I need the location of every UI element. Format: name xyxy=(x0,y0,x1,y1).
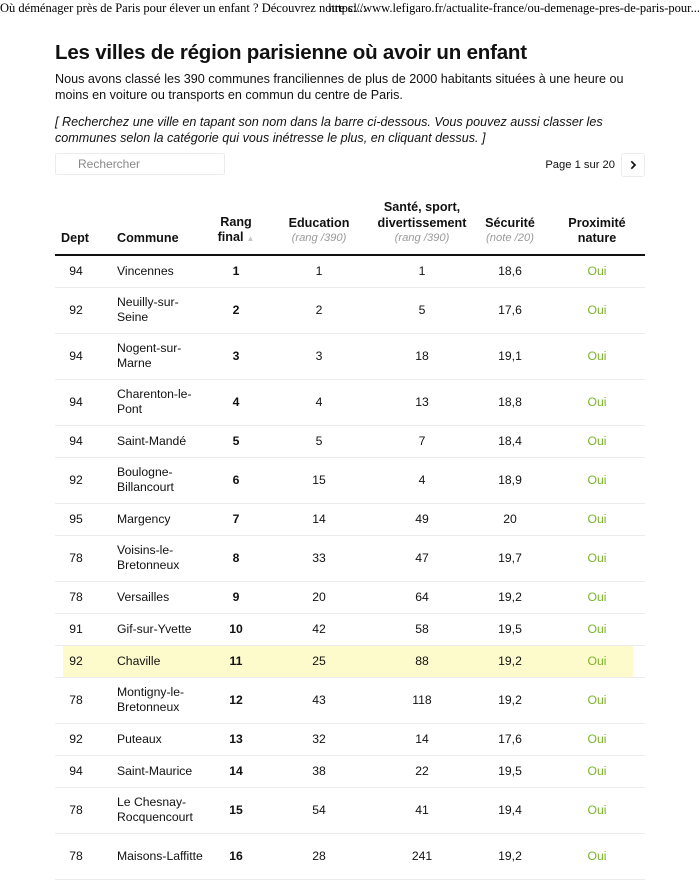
securite-cell: 19,7 xyxy=(471,535,549,581)
commune-cell: Le Chesnay-Rocquencourt xyxy=(97,787,207,833)
table-row xyxy=(55,723,645,755)
commune-cell: Maisons-Laffitte xyxy=(97,833,207,879)
nature-cell: Oui xyxy=(549,255,645,288)
dept-cell: 78 xyxy=(55,677,97,723)
rang-cell: 4 xyxy=(207,379,265,425)
sante-cell: 41 xyxy=(373,787,471,833)
nature-cell: Oui xyxy=(549,425,645,457)
sante-cell: 4 xyxy=(373,457,471,503)
nature-cell: Oui xyxy=(549,833,645,879)
sante-cell: 58 xyxy=(373,613,471,645)
table-row xyxy=(55,457,645,503)
securite-cell: 19,1 xyxy=(471,333,549,379)
sante-cell: 49 xyxy=(373,503,471,535)
sante-cell: 14 xyxy=(373,723,471,755)
dept-cell: 78 xyxy=(55,787,97,833)
commune-cell: Charenton-le-Pont xyxy=(97,379,207,425)
commune-cell: Puteaux xyxy=(97,723,207,755)
education-cell: 14 xyxy=(265,503,373,535)
education-cell: 15 xyxy=(265,457,373,503)
page-title: Les villes de région parisienne où avoir un enfant xyxy=(55,41,527,64)
education-cell: 5 xyxy=(265,425,373,457)
nature-cell: Oui xyxy=(549,333,645,379)
education-cell: 20 xyxy=(265,581,373,613)
page-indicator: Page 1 sur 20 xyxy=(545,159,615,171)
sante-cell: 241 xyxy=(373,833,471,879)
nature-cell: Oui xyxy=(549,535,645,581)
dept-cell: 94 xyxy=(55,333,97,379)
table-row xyxy=(55,581,645,613)
table-row xyxy=(55,287,645,333)
rang-cell: 2 xyxy=(207,287,265,333)
securite-cell: 17,6 xyxy=(471,723,549,755)
dept-cell: 95 xyxy=(55,503,97,535)
print-page-url: https://www.lefigaro.fr/actualite-france/ou-demenage-pres-de-paris-pour... xyxy=(328,1,700,15)
column-header-rang[interactable]: Rang final ▲ xyxy=(207,200,265,255)
rang-cell: 15 xyxy=(207,787,265,833)
table-row xyxy=(55,613,645,645)
table-row xyxy=(55,787,645,833)
sante-cell: 118 xyxy=(373,677,471,723)
education-cell: 54 xyxy=(265,787,373,833)
rang-cell: 10 xyxy=(207,613,265,645)
nature-cell: Oui xyxy=(549,287,645,333)
dept-cell: 92 xyxy=(55,723,97,755)
education-cell: 38 xyxy=(265,755,373,787)
securite-cell: 18,4 xyxy=(471,425,549,457)
sante-cell: 64 xyxy=(373,581,471,613)
securite-cell: 19,2 xyxy=(471,581,549,613)
chevron-right-icon xyxy=(628,160,638,170)
dept-cell: 92 xyxy=(55,457,97,503)
rang-cell: 9 xyxy=(207,581,265,613)
print-header xyxy=(0,0,700,16)
commune-cell: Gif-sur-Yvette xyxy=(97,613,207,645)
article-content xyxy=(55,40,645,863)
nature-cell: Oui xyxy=(549,787,645,833)
sante-cell: 22 xyxy=(373,755,471,787)
nature-cell: Oui xyxy=(549,723,645,755)
column-header-commune[interactable]: Commune xyxy=(97,200,207,255)
securite-cell: 19,5 xyxy=(471,613,549,645)
commune-cell: Versailles xyxy=(97,581,207,613)
sante-cell: 88 xyxy=(373,645,471,677)
search-input[interactable] xyxy=(55,153,225,175)
sante-cell: 1 xyxy=(373,255,471,288)
sante-cell: 18 xyxy=(373,333,471,379)
securite-cell: 19,5 xyxy=(471,755,549,787)
commune-cell: Saint-Maurice xyxy=(97,755,207,787)
column-header-sante[interactable]: Santé, sport, divertissement (rang /390) xyxy=(373,200,471,255)
rang-cell: 14 xyxy=(207,755,265,787)
column-header-nature[interactable]: Proximité nature xyxy=(549,200,645,255)
rang-cell: 16 xyxy=(207,833,265,879)
commune-cell: Saint-Mandé xyxy=(97,425,207,457)
column-header-securite[interactable]: Sécurité (note /20) xyxy=(471,200,549,255)
dept-cell: 91 xyxy=(55,613,97,645)
sante-cell: 47 xyxy=(373,535,471,581)
nature-cell: Oui xyxy=(549,503,645,535)
commune-cell: Vincennes xyxy=(97,255,207,288)
pagination xyxy=(545,153,645,177)
securite-cell: 18,8 xyxy=(471,379,549,425)
nature-cell: Oui xyxy=(549,677,645,723)
education-cell: 32 xyxy=(265,723,373,755)
table-row xyxy=(55,833,645,879)
rang-cell: 12 xyxy=(207,677,265,723)
education-cell: 33 xyxy=(265,535,373,581)
table-row xyxy=(55,755,645,787)
education-cell: 42 xyxy=(265,613,373,645)
securite-cell: 18,9 xyxy=(471,457,549,503)
rang-cell: 8 xyxy=(207,535,265,581)
nature-cell: Oui xyxy=(549,613,645,645)
nature-cell: Oui xyxy=(549,581,645,613)
sante-cell: 13 xyxy=(373,379,471,425)
securite-cell: 19,4 xyxy=(471,787,549,833)
securite-cell: 19,2 xyxy=(471,677,549,723)
dept-cell: 78 xyxy=(55,535,97,581)
dept-cell: 78 xyxy=(55,581,97,613)
rang-cell: 1 xyxy=(207,255,265,288)
rang-cell: 13 xyxy=(207,723,265,755)
dept-cell: 92 xyxy=(55,287,97,333)
commune-cell: Chaville xyxy=(97,645,207,677)
dept-cell: 92 xyxy=(55,645,97,677)
securite-cell: 19,2 xyxy=(471,833,549,879)
commune-cell: Margency xyxy=(97,503,207,535)
dept-cell: 78 xyxy=(55,833,97,879)
rang-cell: 7 xyxy=(207,503,265,535)
education-cell: 4 xyxy=(265,379,373,425)
table-row xyxy=(55,379,645,425)
rang-cell: 11 xyxy=(207,645,265,677)
rang-cell: 5 xyxy=(207,425,265,457)
nature-cell: Oui xyxy=(549,379,645,425)
rang-cell: 6 xyxy=(207,457,265,503)
commune-cell: Nogent-sur-Marne xyxy=(97,333,207,379)
instructions-text: [ Recherchez une ville en tapant son nom dans la barre ci-dessous. Vous pouvez aussi classer les communes selon la catégorie qui vous inétresse le plus, en cliquant dessus. ] xyxy=(55,115,603,145)
education-cell: 28 xyxy=(265,833,373,879)
dept-cell: 94 xyxy=(55,379,97,425)
nature-cell: Oui xyxy=(549,755,645,787)
print-page-title: Où déménager près de Paris pour élever un enfant ? Découvrez notre cl... xyxy=(0,1,367,15)
commune-cell: Neuilly-sur-Seine xyxy=(97,287,207,333)
table-header-row xyxy=(55,200,645,255)
securite-cell: 17,6 xyxy=(471,287,549,333)
commune-cell: Boulogne-Billancourt xyxy=(97,457,207,503)
table-row xyxy=(55,535,645,581)
column-header-dept[interactable]: Dept xyxy=(55,200,97,255)
education-cell: 1 xyxy=(265,255,373,288)
ranking-table xyxy=(55,200,645,880)
education-cell: 43 xyxy=(265,677,373,723)
dept-cell: 94 xyxy=(55,755,97,787)
dept-cell: 94 xyxy=(55,425,97,457)
table-row xyxy=(55,333,645,379)
education-cell: 25 xyxy=(265,645,373,677)
securite-cell: 19,2 xyxy=(471,645,549,677)
rang-cell: 3 xyxy=(207,333,265,379)
securite-cell: 18,6 xyxy=(471,255,549,288)
commune-cell: Montigny-le-Bretonneux xyxy=(97,677,207,723)
sort-ascending-icon: ▲ xyxy=(246,234,255,243)
sante-cell: 7 xyxy=(373,425,471,457)
table-row-highlighted xyxy=(55,645,645,677)
table-row xyxy=(55,503,645,535)
table-row xyxy=(55,677,645,723)
table-row xyxy=(55,255,645,288)
nature-cell: Oui xyxy=(549,457,645,503)
education-cell: 3 xyxy=(265,333,373,379)
column-header-education[interactable]: Education (rang /390) xyxy=(265,200,373,255)
table-row xyxy=(55,425,645,457)
commune-cell: Voisins-le-Bretonneux xyxy=(97,535,207,581)
education-cell: 2 xyxy=(265,287,373,333)
dept-cell: 94 xyxy=(55,255,97,288)
sante-cell: 5 xyxy=(373,287,471,333)
next-page-button[interactable] xyxy=(621,153,645,177)
securite-cell: 20 xyxy=(471,503,549,535)
intro-text: Nous avons classé les 390 communes franciliennes de plus de 2000 habitants situées à une heure ou moins en voiture ou transports en commun du centre de Paris. xyxy=(55,72,624,102)
nature-cell: Oui xyxy=(549,645,645,677)
